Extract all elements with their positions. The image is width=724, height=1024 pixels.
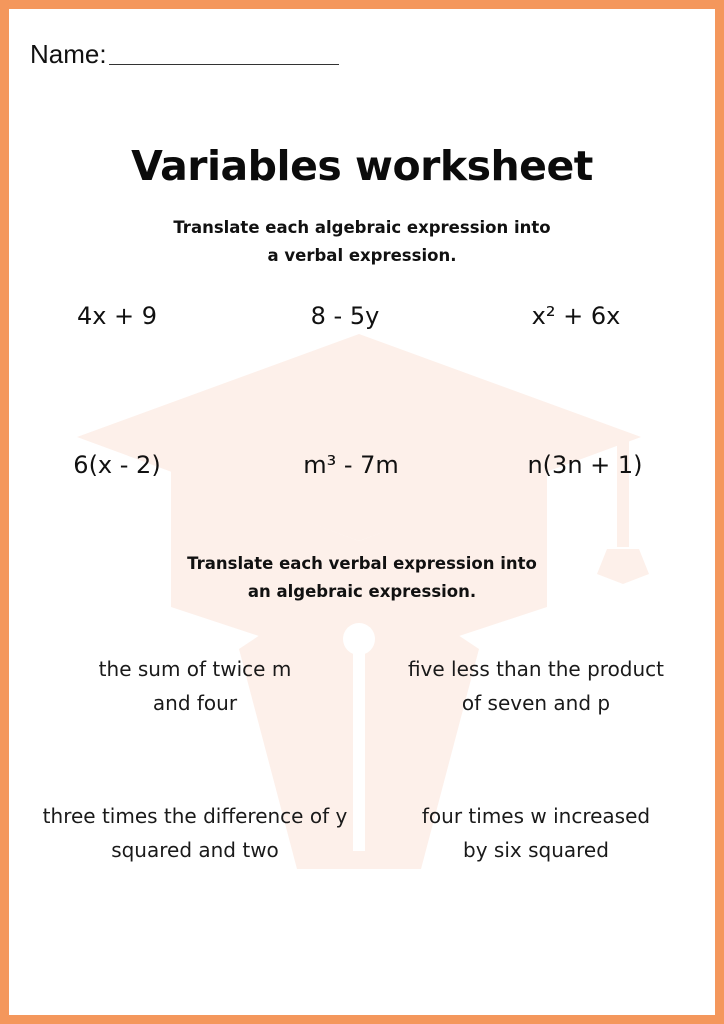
verbal-phrase-2-line2: of seven and p: [461, 691, 611, 715]
verbal-phrase-3-line1: three times the difference of y: [42, 804, 348, 828]
expression-3: x² + 6x: [531, 302, 621, 330]
section1-instruction: [9, 214, 715, 270]
expression-5: m³ - 7m: [303, 451, 399, 479]
verbal-phrase-1-line2: and four: [152, 691, 238, 715]
verbal-phrase-4: [366, 799, 706, 867]
expression-2: 8 - 5y: [310, 302, 380, 330]
expression-4: 6(x - 2): [73, 451, 161, 479]
section2-instruction-line2: an algebraic expression.: [247, 582, 477, 601]
expression-1: 4x + 9: [76, 302, 158, 330]
name-label: Name:: [30, 39, 107, 69]
verbal-phrase-3: [25, 799, 365, 867]
verbal-phrase-4-line1: four times w increased: [421, 804, 651, 828]
section1-instruction-line2: a verbal expression.: [267, 246, 457, 265]
verbal-phrase-2-line1: five less than the product: [407, 657, 665, 681]
verbal-phrase-1-line1: the sum of twice m: [98, 657, 292, 681]
verbal-phrase-4-line2: by six squared: [463, 838, 609, 862]
name-field: [30, 39, 339, 69]
expression-6: n(3n + 1): [527, 451, 643, 479]
worksheet-title: Variables worksheet: [131, 142, 593, 190]
section2-instruction: [9, 550, 715, 606]
verbal-phrase-2: [366, 652, 706, 720]
verbal-phrase-3-line2: squared and two: [111, 838, 279, 862]
section2-instruction-line1: Translate each verbal expression into: [187, 554, 537, 573]
name-blank-line[interactable]: [109, 64, 339, 65]
section1-instruction-line1: Translate each algebraic expression into: [173, 218, 551, 237]
verbal-phrase-1: [25, 652, 365, 720]
